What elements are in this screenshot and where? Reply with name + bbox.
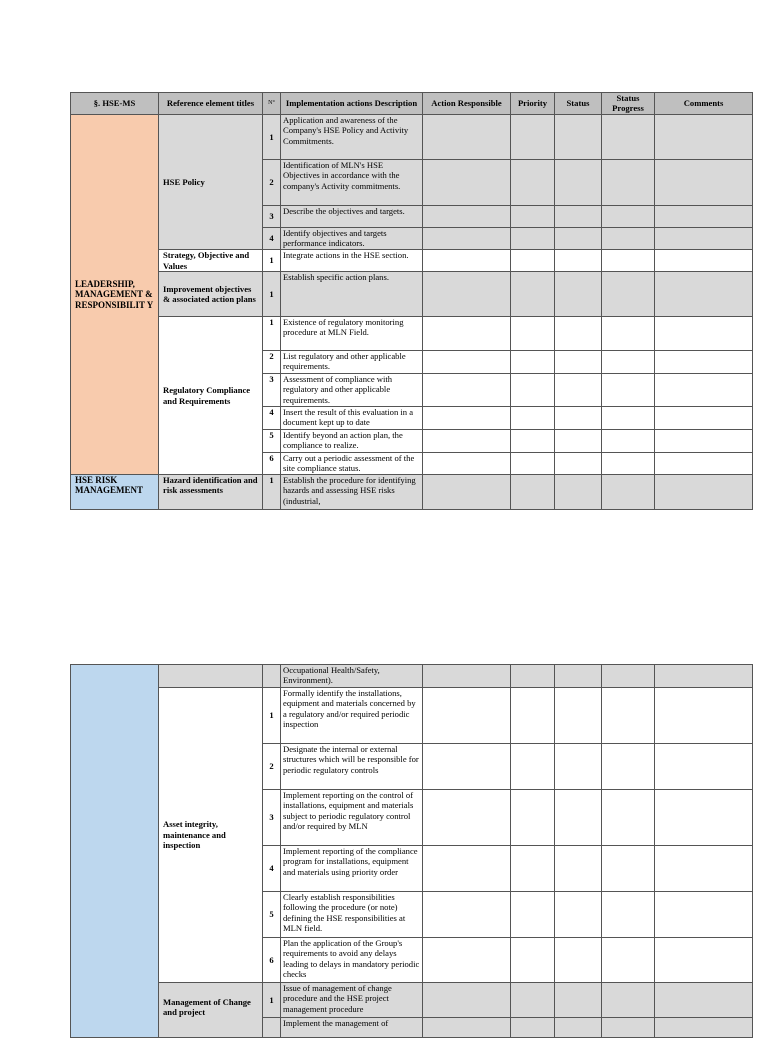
cell-responsible[interactable]	[423, 938, 511, 983]
cell-priority[interactable]	[511, 228, 555, 250]
cell-comments[interactable]	[655, 665, 753, 688]
cell-comments[interactable]	[655, 430, 753, 453]
cell-progress[interactable]	[602, 374, 655, 407]
cell-status[interactable]	[555, 983, 602, 1018]
cell-responsible[interactable]	[423, 744, 511, 790]
cell-priority[interactable]	[511, 317, 555, 351]
header-priority: Priority	[511, 93, 555, 115]
cell-responsible[interactable]	[423, 665, 511, 688]
cell-comments[interactable]	[655, 374, 753, 407]
action-description: Establish specific action plans.	[281, 272, 423, 317]
table-row	[71, 115, 753, 160]
action-description: Carry out a periodic assessment of the site compliance status.	[281, 453, 423, 475]
cell-status[interactable]	[555, 688, 602, 744]
cell-progress[interactable]	[602, 983, 655, 1018]
cell-progress[interactable]	[602, 115, 655, 160]
cell-comments[interactable]	[655, 250, 753, 272]
action-description: Formally identify the installations, equipment and materials concerned by a regulatory and/or required periodic inspection	[281, 688, 423, 744]
cell-status[interactable]	[555, 206, 602, 228]
cell-responsible[interactable]	[423, 1018, 511, 1038]
cell-status[interactable]	[555, 665, 602, 688]
cell-comments[interactable]	[655, 206, 753, 228]
row-number: 3	[263, 790, 281, 846]
row-number: 2	[263, 351, 281, 374]
section-risk: HSE RISK MANAGEMENT	[71, 475, 159, 510]
cell-comments[interactable]	[655, 892, 753, 938]
row-number	[263, 1018, 281, 1038]
cell-responsible[interactable]	[423, 317, 511, 351]
cell-status[interactable]	[555, 475, 602, 510]
table-row	[71, 983, 753, 1018]
header-comments: Comments	[655, 93, 753, 115]
cell-comments[interactable]	[655, 983, 753, 1018]
header-reference: Reference element titles	[159, 93, 263, 115]
cell-responsible[interactable]	[423, 115, 511, 160]
table-row	[71, 475, 753, 510]
table-row	[71, 665, 753, 688]
action-description: Identification of MLN's HSE Objectives in accordance with the company's Activity commitments.	[281, 160, 423, 206]
header-progress: Status Progress	[602, 93, 655, 115]
header-status: Status	[555, 93, 602, 115]
table-row	[71, 250, 753, 272]
cell-responsible[interactable]	[423, 688, 511, 744]
cell-responsible[interactable]	[423, 374, 511, 407]
cell-progress[interactable]	[602, 665, 655, 688]
cell-status[interactable]	[555, 892, 602, 938]
cell-responsible[interactable]	[423, 430, 511, 453]
cell-progress[interactable]	[602, 744, 655, 790]
cell-responsible[interactable]	[423, 892, 511, 938]
action-description: Establish the procedure for identifying hazards and assessing HSE risks (industrial,	[281, 475, 423, 510]
cell-progress[interactable]	[602, 317, 655, 351]
cell-comments[interactable]	[655, 1018, 753, 1038]
cell-comments[interactable]	[655, 688, 753, 744]
hse-table-page-1	[70, 92, 753, 510]
cell-status[interactable]	[555, 115, 602, 160]
section-risk-continued	[71, 665, 159, 1038]
cell-responsible[interactable]	[423, 206, 511, 228]
ref-management-of-change: Management of Change and project	[159, 983, 263, 1038]
table-row	[71, 688, 753, 744]
action-description: Implement reporting on the control of installations, equipment and materials subject to periodic regulatory control and/or required by MLN	[281, 790, 423, 846]
cell-priority[interactable]	[511, 453, 555, 475]
cell-priority[interactable]	[511, 475, 555, 510]
row-number: 2	[263, 744, 281, 790]
ref-strategy: Strategy, Objective and Values	[159, 250, 263, 272]
cell-progress[interactable]	[602, 351, 655, 374]
cell-priority[interactable]	[511, 744, 555, 790]
action-description: Assessment of compliance with regulatory and other applicable requirements.	[281, 374, 423, 407]
cell-priority[interactable]	[511, 846, 555, 892]
row-number: 3	[263, 206, 281, 228]
cell-priority[interactable]	[511, 351, 555, 374]
section-leadership: LEADERSHIP, MANAGEMENT & RESPONSIBILIT Y	[71, 115, 159, 475]
cell-progress[interactable]	[602, 160, 655, 206]
row-number: 1	[263, 475, 281, 510]
cell-progress[interactable]	[602, 228, 655, 250]
action-description: Application and awareness of the Company's HSE Policy and Activity Commitments.	[281, 115, 423, 160]
cell-priority[interactable]	[511, 688, 555, 744]
action-description: Integrate actions in the HSE section.	[281, 250, 423, 272]
cell-comments[interactable]	[655, 317, 753, 351]
cell-comments[interactable]	[655, 228, 753, 250]
header-no: N°	[263, 93, 281, 115]
ref-hazard: Hazard identification and risk assessments	[159, 475, 263, 510]
cell-progress[interactable]	[602, 846, 655, 892]
cell-progress[interactable]	[602, 407, 655, 430]
cell-status[interactable]	[555, 453, 602, 475]
cell-responsible[interactable]	[423, 790, 511, 846]
cell-status[interactable]	[555, 790, 602, 846]
cell-progress[interactable]	[602, 790, 655, 846]
action-description: Implement the management of	[281, 1018, 423, 1038]
row-number: 6	[263, 453, 281, 475]
table-row	[71, 272, 753, 317]
cell-progress[interactable]	[602, 430, 655, 453]
hse-table-page-2	[70, 664, 753, 1038]
cell-status[interactable]	[555, 1018, 602, 1038]
cell-progress[interactable]	[602, 938, 655, 983]
cell-progress[interactable]	[602, 688, 655, 744]
cell-status[interactable]	[555, 407, 602, 430]
cell-priority[interactable]	[511, 790, 555, 846]
cell-status[interactable]	[555, 744, 602, 790]
cell-progress[interactable]	[602, 453, 655, 475]
cell-comments[interactable]	[655, 475, 753, 510]
row-number: 2	[263, 160, 281, 206]
row-number: 4	[263, 407, 281, 430]
cell-comments[interactable]	[655, 115, 753, 160]
cell-comments[interactable]	[655, 407, 753, 430]
cell-comments[interactable]	[655, 272, 753, 317]
cell-status[interactable]	[555, 374, 602, 407]
row-number: 1	[263, 983, 281, 1018]
cell-status[interactable]	[555, 430, 602, 453]
action-description: Issue of management of change procedure and the HSE project management procedure	[281, 983, 423, 1018]
cell-priority[interactable]	[511, 160, 555, 206]
cell-comments[interactable]	[655, 744, 753, 790]
cell-status[interactable]	[555, 272, 602, 317]
row-number: 1	[263, 317, 281, 351]
cell-responsible[interactable]	[423, 407, 511, 430]
row-number: 1	[263, 272, 281, 317]
row-number: 1	[263, 250, 281, 272]
cell-comments[interactable]	[655, 160, 753, 206]
ref-asset-integrity: Asset integrity, maintenance and inspection	[159, 688, 263, 983]
row-number: 6	[263, 938, 281, 983]
action-description: Clearly establish responsibilities following the procedure (or note) defining the HSE responsibilities at MLN field.	[281, 892, 423, 938]
cell-priority[interactable]	[511, 938, 555, 983]
header-actions: Implementation actions Description	[281, 93, 423, 115]
cell-progress[interactable]	[602, 1018, 655, 1038]
cell-progress[interactable]	[602, 475, 655, 510]
cell-responsible[interactable]	[423, 453, 511, 475]
cell-priority[interactable]	[511, 665, 555, 688]
cell-priority[interactable]	[511, 1018, 555, 1038]
cell-responsible[interactable]	[423, 351, 511, 374]
cell-comments[interactable]	[655, 453, 753, 475]
row-number: 3	[263, 374, 281, 407]
cell-responsible[interactable]	[423, 228, 511, 250]
action-description: Identify beyond an action plan, the compliance to realize.	[281, 430, 423, 453]
cell-progress[interactable]	[602, 272, 655, 317]
cell-responsible[interactable]	[423, 160, 511, 206]
row-number: 4	[263, 846, 281, 892]
cell-progress[interactable]	[602, 206, 655, 228]
cell-priority[interactable]	[511, 430, 555, 453]
table-row	[71, 317, 753, 351]
cell-status[interactable]	[555, 228, 602, 250]
cell-comments[interactable]	[655, 351, 753, 374]
header-responsible: Action Responsible	[423, 93, 511, 115]
cell-responsible[interactable]	[423, 983, 511, 1018]
cell-priority[interactable]	[511, 272, 555, 317]
cell-responsible[interactable]	[423, 272, 511, 317]
cell-priority[interactable]	[511, 250, 555, 272]
row-number: 1	[263, 688, 281, 744]
cell-status[interactable]	[555, 160, 602, 206]
cell-status[interactable]	[555, 317, 602, 351]
action-description: Designate the internal or external structures which will be responsible for periodic regulatory controls	[281, 744, 423, 790]
cell-status[interactable]	[555, 351, 602, 374]
action-description: Occupational Health/Safety, Environment).	[281, 665, 423, 688]
cell-priority[interactable]	[511, 407, 555, 430]
cell-status[interactable]	[555, 938, 602, 983]
ref-hazard-continued	[159, 665, 263, 688]
action-description: Implement reporting of the compliance program for installations, equipment and materials using priority order	[281, 846, 423, 892]
cell-comments[interactable]	[655, 938, 753, 983]
cell-progress[interactable]	[602, 250, 655, 272]
cell-responsible[interactable]	[423, 250, 511, 272]
action-description: Plan the application of the Group's requirements to avoid any delays leading to delays in mandatory periodic checks	[281, 938, 423, 983]
row-number: 4	[263, 228, 281, 250]
cell-comments[interactable]	[655, 846, 753, 892]
cell-status[interactable]	[555, 846, 602, 892]
cell-priority[interactable]	[511, 206, 555, 228]
cell-comments[interactable]	[655, 790, 753, 846]
row-number: 5	[263, 430, 281, 453]
cell-priority[interactable]	[511, 115, 555, 160]
row-number: 5	[263, 892, 281, 938]
cell-progress[interactable]	[602, 892, 655, 938]
action-description: Insert the result of this evaluation in a document kept up to date	[281, 407, 423, 430]
action-description: List regulatory and other applicable requirements.	[281, 351, 423, 374]
row-number: 1	[263, 115, 281, 160]
header-hse-ms: §. HSE-MS	[71, 93, 159, 115]
cell-status[interactable]	[555, 250, 602, 272]
cell-priority[interactable]	[511, 983, 555, 1018]
action-description: Describe the objectives and targets.	[281, 206, 423, 228]
cell-responsible[interactable]	[423, 475, 511, 510]
ref-improvement: Improvement objectives & associated action plans	[159, 272, 263, 317]
ref-regulatory: Regulatory Compliance and Requirements	[159, 317, 263, 475]
cell-priority[interactable]	[511, 892, 555, 938]
action-description: Identify objectives and targets performance indicators.	[281, 228, 423, 250]
table-header-row	[71, 93, 753, 115]
row-number	[263, 665, 281, 688]
ref-hse-policy: HSE Policy	[159, 115, 263, 250]
action-description: Existence of regulatory monitoring procedure at MLN Field.	[281, 317, 423, 351]
cell-responsible[interactable]	[423, 846, 511, 892]
cell-priority[interactable]	[511, 374, 555, 407]
